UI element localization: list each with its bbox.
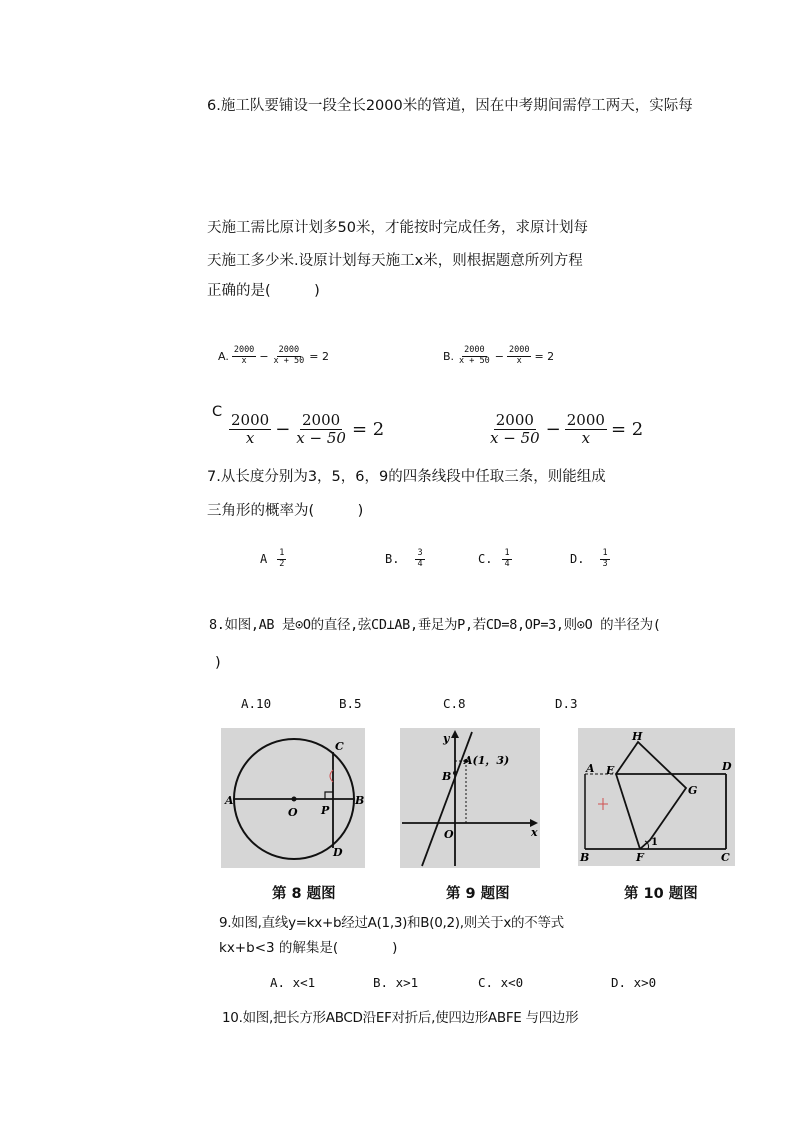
- numerator: 2000: [495, 411, 534, 429]
- option-label: B.: [443, 349, 455, 363]
- minus-sign: −: [545, 419, 561, 441]
- q7-line1: 7.从长度分别为3，5，6，9的四条线段中任取三条，则能组成: [207, 469, 606, 485]
- figure-10-label: H: [632, 730, 643, 743]
- q6-line1: 6.施工队要铺设一段全长2000米的管道，因在中考期间需停工两天，实际每: [207, 98, 693, 114]
- q8-option-c: C.8: [443, 696, 466, 711]
- minus-sign: −: [275, 419, 291, 441]
- numerator: 1: [279, 548, 285, 558]
- figure-10-label: E: [606, 764, 615, 777]
- numerator: 2000: [508, 345, 530, 355]
- numerator: 2000: [566, 411, 605, 429]
- equation-rhs: = 2: [610, 419, 644, 441]
- denominator: 2: [279, 558, 285, 569]
- figure-8-label: O: [288, 806, 298, 819]
- numerator: 2000: [302, 411, 341, 429]
- equation-rhs: = 2: [309, 349, 329, 363]
- figure-10: [578, 728, 735, 866]
- figure-9-label: y: [443, 732, 450, 745]
- q7-option-b: [385, 549, 428, 570]
- figure-8-label: C: [335, 740, 344, 753]
- denominator: x − 50: [490, 429, 540, 448]
- q6-line4: 正确的是( ): [207, 283, 320, 299]
- option-label: B.: [385, 552, 400, 567]
- figure-9-label: x: [531, 826, 538, 839]
- minus-sign: −: [259, 349, 269, 363]
- q8-option-d: D.3: [555, 696, 578, 711]
- figure-8-label: A: [225, 794, 234, 807]
- q8-option-a: A.10: [241, 696, 272, 711]
- q6-line2: 天施工需比原计划多50米，才能按时完成任务，求原计划每: [207, 220, 588, 236]
- equation-rhs: = 2: [351, 419, 385, 441]
- option-label: A: [260, 552, 268, 567]
- q7-option-a: [260, 549, 289, 570]
- figure-9-drawing: [400, 728, 540, 868]
- figure-10-label: F: [636, 851, 644, 864]
- q9-option-b: B. x>1: [373, 975, 419, 990]
- q6-option-b: [443, 346, 554, 367]
- figure-9-caption: 第 9 题图: [446, 886, 510, 902]
- option-label: C.: [478, 552, 493, 567]
- figure-8-caption: 第 8 题图: [272, 886, 336, 902]
- figure-10-label: G: [688, 784, 698, 797]
- q7-option-c: [478, 549, 515, 570]
- figure-9: [400, 728, 540, 868]
- figure-9-label: A(1，3): [464, 754, 510, 767]
- q9-line1: 9.如图,直线y=kx+b经过A(1,3)和B(0,2),则关于x的不等式: [219, 915, 564, 931]
- figure-10-label: D: [722, 760, 732, 773]
- numerator: 3: [417, 548, 423, 558]
- q7-option-d: [570, 549, 613, 570]
- q6-option-d: [485, 412, 644, 448]
- numerator: 2000: [464, 345, 485, 355]
- q9-option-a: A. x<1: [270, 975, 316, 990]
- denominator: x: [516, 355, 522, 366]
- option-label: D.: [570, 552, 585, 567]
- numerator: 2000: [231, 411, 270, 429]
- denominator: 3: [602, 558, 608, 569]
- figure-9-label: O: [444, 828, 454, 841]
- denominator: x: [581, 429, 591, 448]
- q6-option-c-label: C: [212, 404, 223, 420]
- denominator: x: [245, 429, 255, 448]
- q7-line2: 三角形的概率为( ): [207, 503, 364, 519]
- figure-8-label: P: [321, 804, 330, 817]
- denominator: 4: [417, 558, 423, 569]
- figure-10-caption: 第 10 题图: [624, 886, 698, 902]
- q6-option-a: [218, 346, 329, 367]
- figure-10-drawing: [578, 728, 735, 866]
- numerator: 1: [602, 548, 608, 558]
- denominator: x + 50: [273, 355, 305, 366]
- numerator: 1: [504, 548, 510, 558]
- option-label: A.: [218, 349, 229, 363]
- denominator: x − 50: [296, 429, 346, 448]
- q8-line1: 8.如图,AB 是⊙O的直径,弦CD⊥AB,垂足为P,若CD=8,OP=3,则⊙O 的半径为(: [209, 617, 661, 633]
- denominator: x: [241, 355, 247, 366]
- numerator: 2000: [278, 345, 300, 355]
- numerator: 2000: [233, 345, 255, 355]
- figure-8-label: D: [333, 846, 343, 859]
- figure-8-label: B: [355, 794, 365, 807]
- q6-line3: 天施工多少米.设原计划每天施工x米，则根据题意所列方程: [207, 253, 583, 269]
- figure-9-label: B: [442, 770, 452, 783]
- q9-option-d: D. x>0: [611, 975, 657, 990]
- q9-line2: kx+b<3 的解集是( ): [219, 940, 398, 956]
- figure-8-drawing: [221, 728, 365, 868]
- q8-option-b: B.5: [339, 696, 362, 711]
- equation-rhs: = 2: [534, 349, 555, 363]
- figure-10-label: C: [721, 851, 730, 864]
- minus-sign: −: [494, 349, 504, 363]
- figure-10-label: 1: [651, 837, 658, 848]
- figure-8: [221, 728, 365, 868]
- figure-10-label: B: [580, 851, 590, 864]
- denominator: x + 50: [459, 355, 490, 366]
- q6-option-c: [226, 412, 385, 448]
- q9-option-c: C. x<0: [478, 975, 524, 990]
- q8-line2: ): [215, 655, 221, 671]
- figure-10-label: A: [586, 762, 595, 775]
- q10-line1: 10.如图,把长方形ABCD沿EF对折后,使四边形ABFE 与四边形: [222, 1010, 579, 1026]
- denominator: 4: [504, 558, 510, 569]
